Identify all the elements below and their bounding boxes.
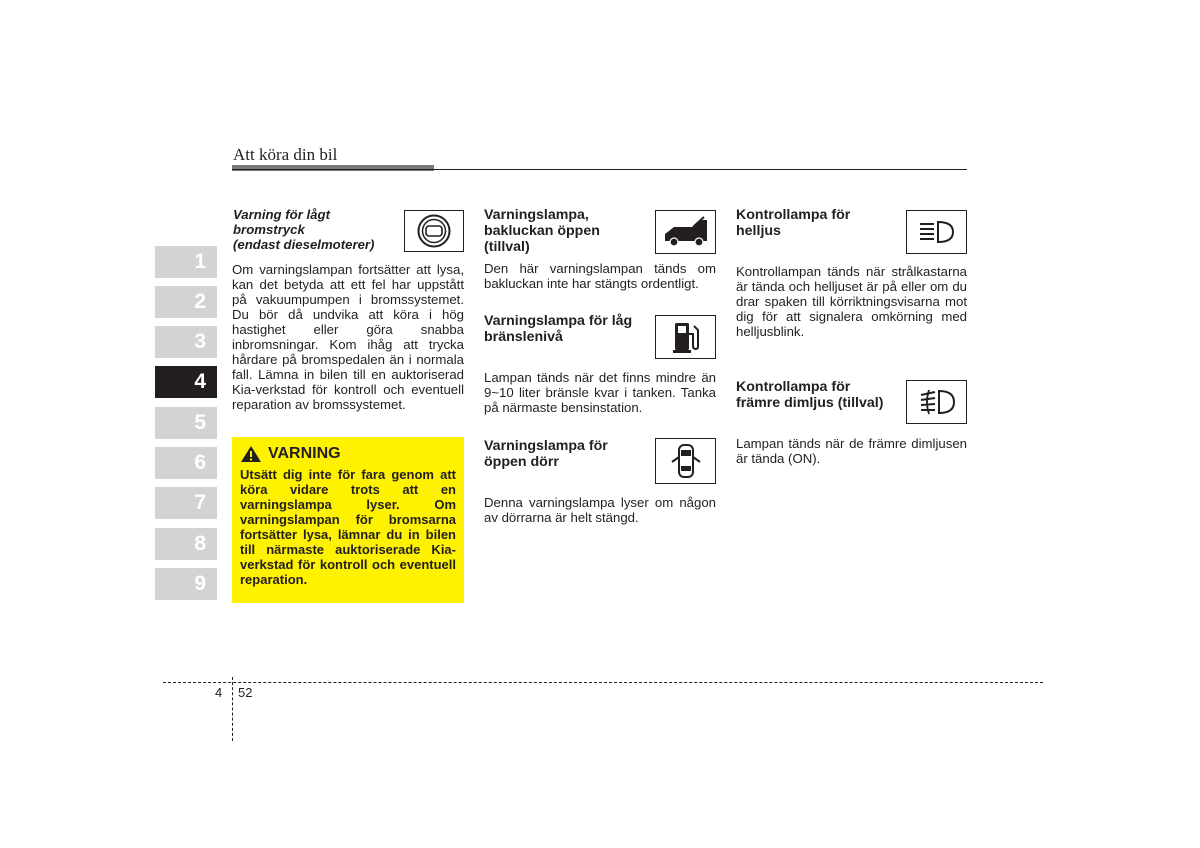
chapter-tab-label: 3 bbox=[194, 330, 206, 353]
chapter-tab-9[interactable] bbox=[155, 568, 217, 600]
chapter-tab-label: 7 bbox=[194, 491, 206, 514]
chapter-tab-label: 1 bbox=[194, 250, 206, 273]
footer-rule bbox=[163, 682, 1043, 683]
chapter-tab-5[interactable] bbox=[155, 407, 217, 439]
chapter-tab-label: 4 bbox=[194, 370, 206, 393]
brake-warning-heading: Varning för lågt bromstryck (endast dieselmoterer) bbox=[233, 207, 375, 252]
high-beam-body: Kontrollampan tänds när strålkastarna är tända och helljuset är på eller om du drar spaken till körriktningsvisarna mot dig för att signalera omkörning med helljusblink. bbox=[736, 264, 967, 339]
footer-chapter-number: 4 bbox=[215, 685, 223, 700]
door-open-icon bbox=[655, 438, 716, 484]
chapter-tab-3[interactable] bbox=[155, 326, 217, 358]
warning-text: Utsätt dig inte för fara genom att köra vidare trots att en varningslampa lyser. Om varningslampan för bromsarna fortsätter lysa, lämnar du in bilen till närmaste auktoriserade Kia-verkstad för kontroll och eventuell reparation. bbox=[240, 467, 456, 587]
chapter-tab-label: 6 bbox=[194, 451, 206, 474]
warning-title-row bbox=[240, 445, 456, 463]
chapter-tab-7[interactable] bbox=[155, 487, 217, 519]
header-rule bbox=[232, 169, 967, 170]
warning-triangle-icon bbox=[240, 445, 262, 463]
chapter-tab-label: 8 bbox=[194, 532, 206, 555]
tailgate-open-icon bbox=[655, 210, 716, 254]
tailgate-heading: Varningslampa, bakluckan öppen (tillval) bbox=[484, 207, 600, 255]
chapter-tab-4[interactable] bbox=[155, 366, 217, 398]
chapter-tab-label: 9 bbox=[194, 572, 206, 595]
fuel-body: Lampan tänds när det finns mindre än 9~10 liter bränsle kvar i tanken. Tanka på närmaste bensinstation. bbox=[484, 370, 716, 415]
running-header: Att köra din bil bbox=[233, 145, 338, 164]
door-heading: Varningslampa för öppen dörr bbox=[484, 438, 608, 470]
door-body: Denna varningslampa lyser om någon av dörrarna är helt stängd. bbox=[484, 495, 716, 525]
chapter-tab-label: 2 bbox=[194, 290, 206, 313]
fog-light-body: Lampan tänds när de främre dimljusen är tända (ON). bbox=[736, 436, 967, 466]
brake-vacuum-warning-icon bbox=[404, 210, 464, 252]
chapter-tab-label: 5 bbox=[194, 411, 206, 434]
fuel-pump-icon bbox=[655, 315, 716, 359]
header-accent-bar bbox=[232, 165, 434, 171]
high-beam-heading: Kontrollampa för helljus bbox=[736, 207, 851, 239]
high-beam-icon bbox=[906, 210, 967, 254]
warning-title: VARNING bbox=[268, 445, 341, 462]
fog-light-heading: Kontrollampa för främre dimljus (tillval) bbox=[736, 379, 884, 411]
chapter-tab-2[interactable] bbox=[155, 286, 217, 318]
chapter-tab-1[interactable] bbox=[155, 246, 217, 278]
footer-divider bbox=[232, 677, 233, 741]
front-fog-light-icon bbox=[906, 380, 967, 424]
chapter-tab-8[interactable] bbox=[155, 528, 217, 560]
fuel-heading: Varningslampa för låg bränslenivå bbox=[484, 313, 633, 345]
warning-box bbox=[232, 437, 464, 603]
page-number: 52 bbox=[238, 685, 253, 700]
chapter-tab-6[interactable] bbox=[155, 447, 217, 479]
brake-warning-body: Om varningslampan fortsätter att lysa, kan det betyda att ett fel har uppstått på vakuumpumpen i bromssystemet. Du bör då undvika att köra i hög hastighet eller göra snabba inbromsningar. Kom ihåg att trycka hårdare på bromspedalen än i normala fall. Lämna in bilen till en auktoriserad Kia-verkstad för kontroll och eventuell reparation av bromssystemet. bbox=[232, 262, 464, 412]
tailgate-body: Den här varningslampan tänds om bakluckan inte har stängts ordentligt. bbox=[484, 261, 716, 291]
